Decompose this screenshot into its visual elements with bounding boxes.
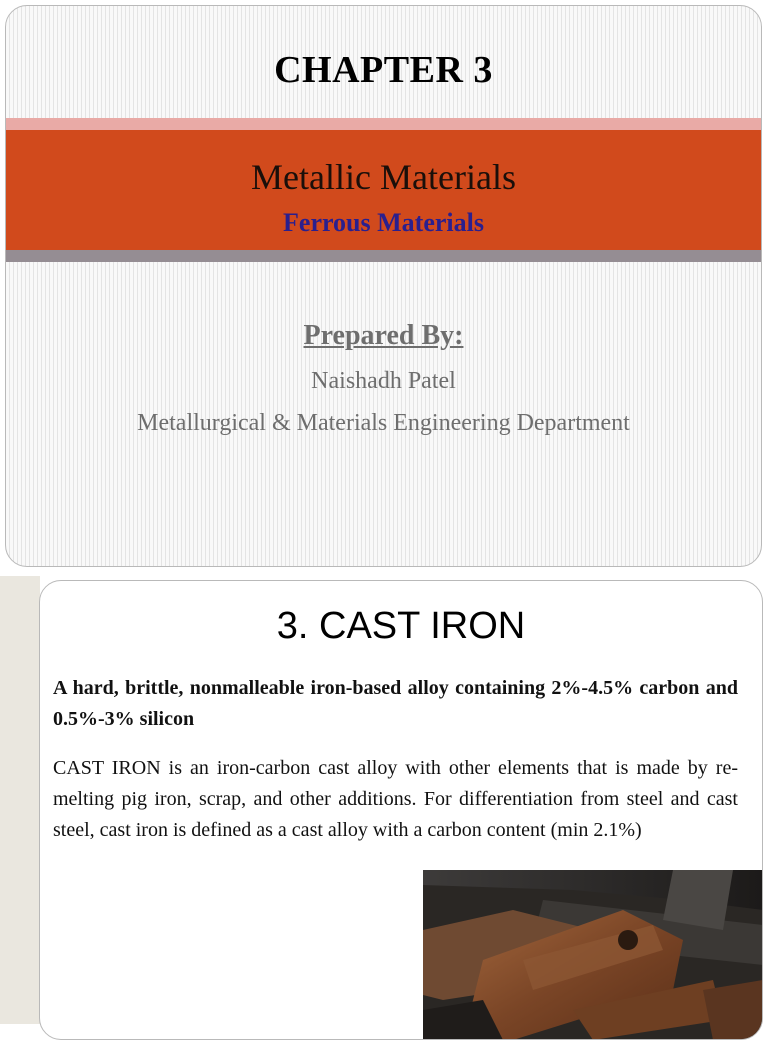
- title-slide: [5, 5, 762, 567]
- title-band: [6, 130, 761, 250]
- prepared-by-label: Prepared By:: [303, 320, 464, 351]
- chapter-title: CHAPTER 3: [274, 49, 493, 91]
- band-title: Metallic Materials: [251, 157, 516, 197]
- definition-text: A hard, brittle, nonmalleable iron-based alloy containing 2%-4.5% carbon and 0.5%-3% silicon: [53, 677, 738, 730]
- cast-iron-photo: [423, 870, 763, 1040]
- slide-title: 3. CAST IRON: [276, 605, 526, 647]
- slide-edge-strip: [0, 576, 40, 1024]
- accent-bar-bottom: [6, 250, 761, 262]
- body-text: CAST IRON is an iron-carbon cast alloy with other elements that is made by re-melting pig iron, scrap, and other additions. For differentiation from steel and cast steel, cast iron is defined as a cast alloy with a carbon content (min 2.1%): [53, 757, 738, 841]
- accent-bar-top: [6, 118, 761, 130]
- department-name: Metallurgical & Materials Engineering Department: [137, 410, 630, 436]
- cast-iron-image: [423, 870, 763, 1040]
- author-name: Naishadh Patel: [311, 368, 456, 394]
- content-slide: [39, 580, 763, 1040]
- band-subtitle: Ferrous Materials: [283, 208, 484, 237]
